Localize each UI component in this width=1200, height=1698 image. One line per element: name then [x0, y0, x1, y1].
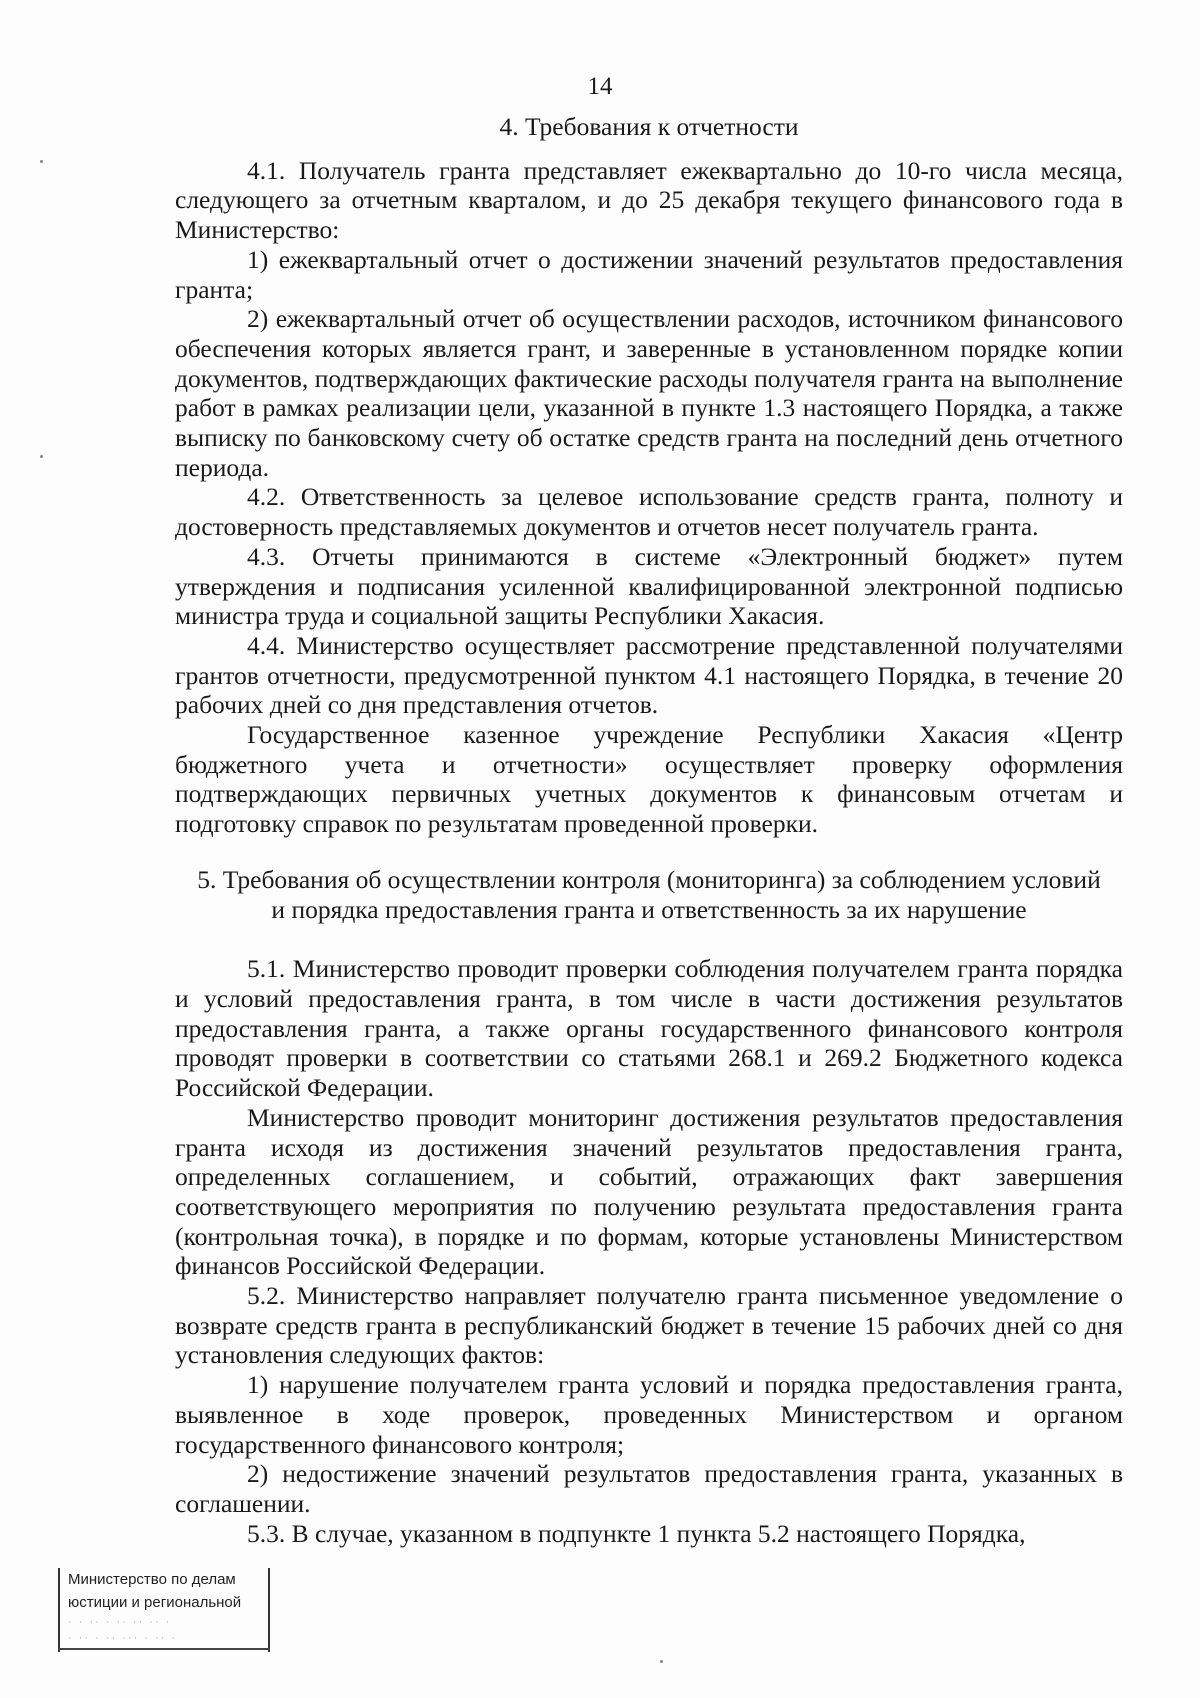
paragraph-4-3: 4.3. Отчеты принимаются в системе «Электронный бюджет» путем утверждения и подписания усиленной квалифицированной электронной подписью министра труда и социальной защиты Республики Хакасия. — [175, 541, 1123, 631]
scan-speck — [40, 160, 43, 163]
stamp-illegible-line: · · ·· · ·· ·· ·· · — [68, 1616, 172, 1628]
paragraph-4-1-item-1: 1) ежеквартальный отчет о достижении значений результатов предоставления гранта; — [175, 244, 1123, 304]
section-4-heading: 4. Требования к отчетности — [499, 112, 799, 141]
paragraph-4-4-continued: Государственное казенное учреждение Республики Хакасия «Центр бюджетного учета и отчетности» осуществляет проверку оформления подтверждающих первичных учетных документов к финансовым отчетам и подготовку справок по результатам проведенной проверки. — [175, 720, 1123, 839]
paragraph-5-1-monitoring: Министерство проводит мониторинг достижения результатов предоставления гранта исходя из достижения значений результатов предоставления гранта, определенных соглашением, и событий, отражающих факт завершения соответствующего мероприятия по получению результата предоставления гранта (контрольная точка), в порядке и по формам, которые установлены Министерством финансов Российской Федерации. — [175, 1102, 1123, 1281]
paragraph-5-3: 5.3. В случае, указанном в подпункте 1 пункта 5.2 настоящего Порядка, — [247, 1518, 1026, 1548]
section-5-heading-line-1: 5. Требования об осуществлении контроля (мониторинга) за соблюдением условий — [197, 864, 1101, 894]
paragraph-4-1-item-2: 2) ежеквартальный отчет об осуществлении расходов, источником финансового обеспечения которых является грант, и заверенные в установленном порядке копии документов, подтверждающих фактические расходы получателя гранта на выполнение работ в рамках реализации цели, указанной в пункте 1.3 настоящего Порядка, а также выписку по банковскому счету об остатке средств гранта на последний день отчетного периода. — [175, 304, 1123, 482]
stamp-illegible-line-2: · ·· · ·· ··· · ·· · — [68, 1632, 178, 1644]
section-5-heading-line-2: и порядка предоставления гранта и ответственность за их нарушение — [271, 894, 1027, 924]
scan-speck — [40, 455, 43, 458]
paragraph-4-2: 4.2. Ответственность за целевое использование средств гранта, полноту и достоверность представляемых документов и отчетов несет получатель гранта. — [175, 482, 1123, 542]
scan-speck — [660, 1660, 663, 1663]
document-body — [175, 108, 1123, 1548]
registration-stamp — [58, 1568, 270, 1652]
stamp-line-2: юстиции и региональной — [68, 1594, 242, 1611]
section-5-heading — [175, 865, 1123, 924]
paragraph-5-2-item-1: 1) нарушение получателем гранта условий и порядка предоставления гранта, выявленное в ходе проверок, проведенных Министерством и органом государственного финансового контроля; — [175, 1370, 1123, 1459]
paragraph-5-2: 5.2. Министерство направляет получателю гранта письменное уведомление о возврате средств гранта в республиканский бюджет в течение 15 рабочих дней со дня установления следующих фактов: — [175, 1281, 1123, 1370]
page-number: 14 — [587, 73, 613, 100]
paragraph-5-1: 5.1. Министерство проводит проверки соблюдения получателем гранта порядка и условий предоставления гранта, в том числе в части достижения результатов предоставления гранта, а также органы государственного финансового контроля проводят проверки в соответствии со статьями 268.1 и 269.2 Бюджетного кодекса Российской Федерации. — [175, 954, 1123, 1103]
paragraph-5-2-item-2: 2) недостижение значений результатов предоставления гранта, указанных в соглашении. — [175, 1459, 1123, 1518]
stamp-line-1: Министерство по делам — [68, 1571, 236, 1588]
paragraph-4-4: 4.4. Министерство осуществляет рассмотрение представленной получателями грантов отчетности, предусмотренной пунктом 4.1 настоящего Порядка, в течение 20 рабочих дней со дня представления отчетов. — [175, 630, 1123, 720]
stamp-border — [58, 1648, 270, 1650]
paragraph-4-1: 4.1. Получатель гранта представляет ежеквартально до 10-го числа месяца, следующего за отчетным кварталом, и до 25 декабря текущего финансового года в Министерство: — [175, 155, 1123, 245]
